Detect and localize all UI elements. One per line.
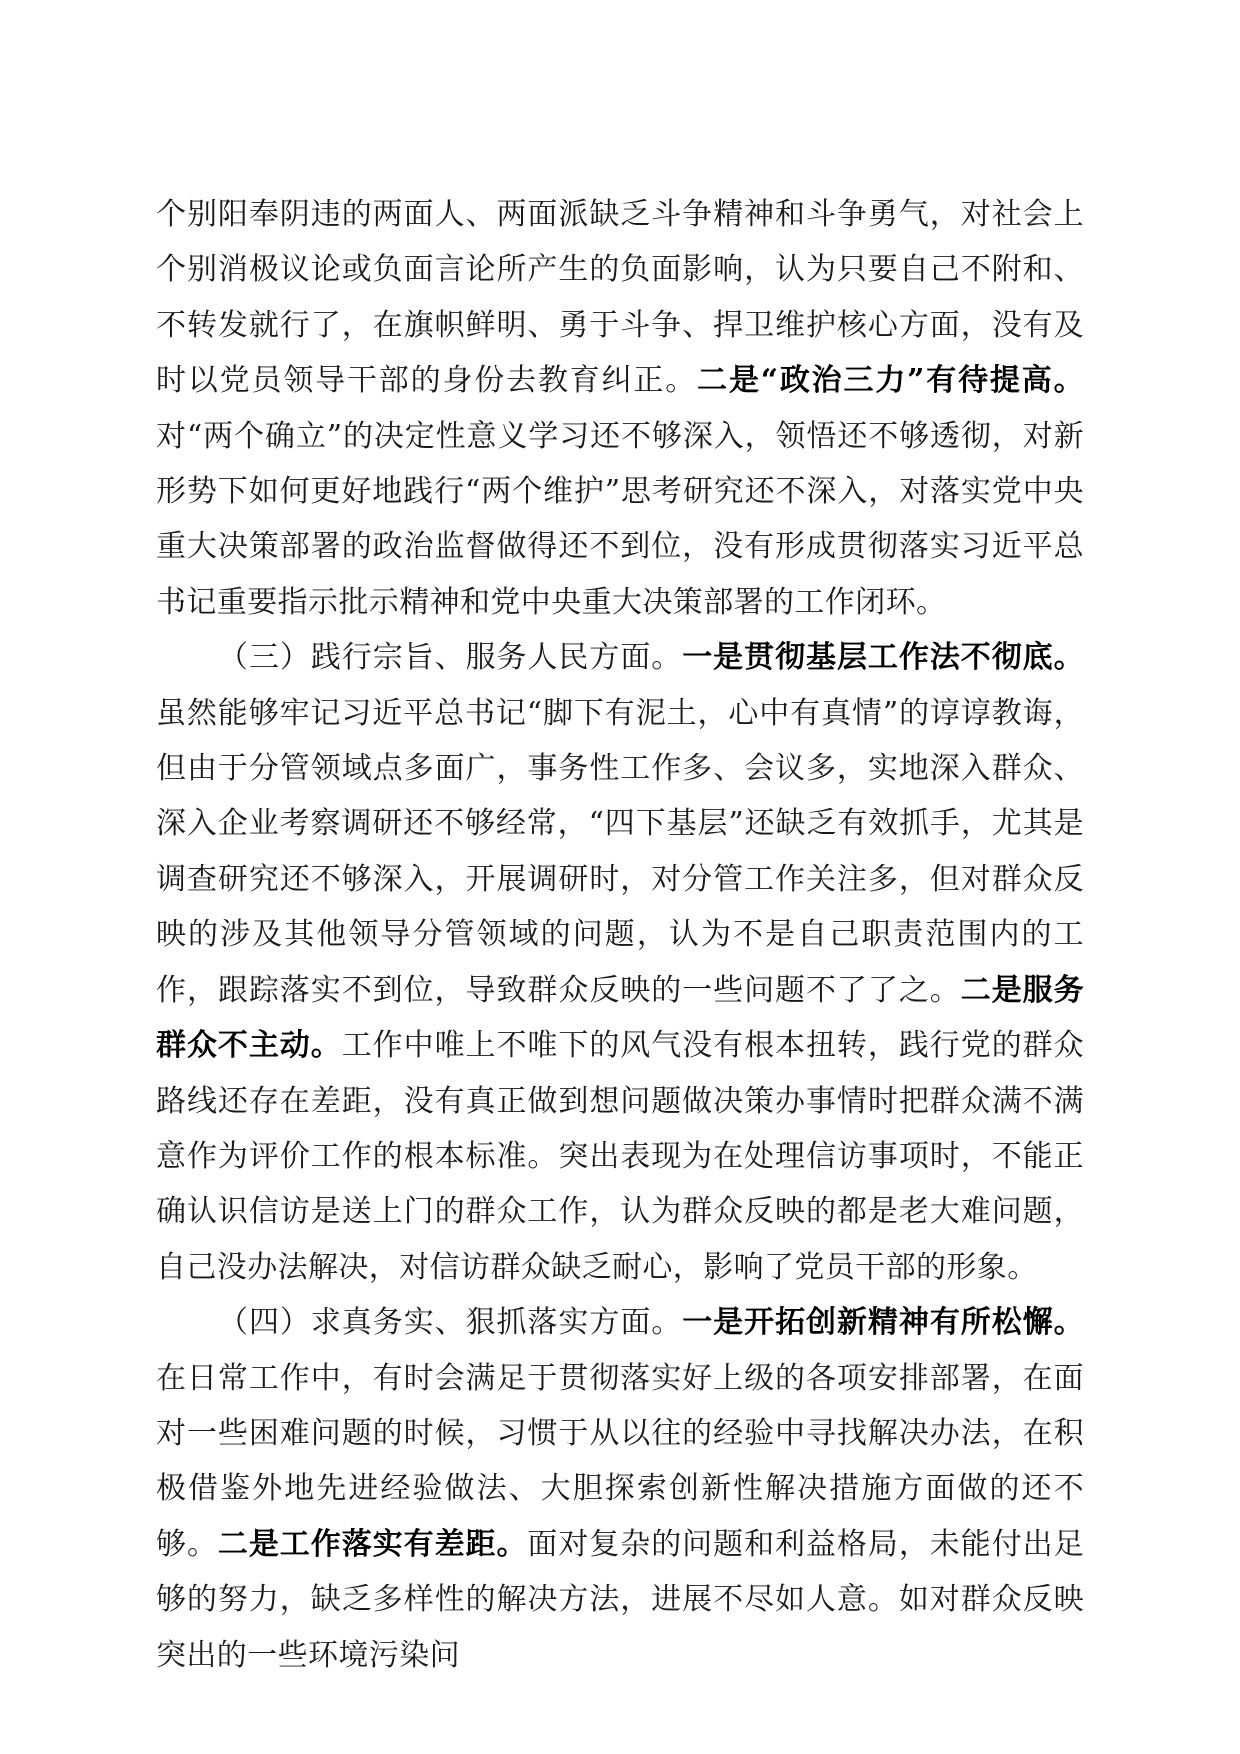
document-page [156,187,1084,1683]
bold-heading-serving-masses: 二是服务群众不主动。 [156,972,1084,1064]
paragraph-political-continuation [156,187,1084,630]
body-text: 在日常工作中，有时会满足于贯彻落实好上级的各项安排部署，在面对一些困难问题的时候，习惯于从以往的经验中寻找解决办法，在积极借鉴外地先进经验做法、大胆探索创新性解决措施方面做的还不够。 [156,1360,1084,1562]
bold-heading-innovation-spirit: 一是开拓创新精神有所松懈。 [682,1305,1085,1341]
body-text: 对“两个确立”的决定性意义学习还不够深入，领悟还不够透彻，对新形势下如何更好地践行“两个维护”思考研究还不深入，对落实党中央重大决策部署的政治监督做得还不到位，没有形成贯彻落实习近平总书记重要指示批示精神和党中央重大决策部署的工作闭环。 [156,418,1084,620]
bold-heading-grassroots-method: 一是贯彻基层工作法不彻底。 [682,640,1085,676]
paragraph-practical-work [156,1295,1084,1683]
body-text: 面对复杂的问题和利益格局，未能付出足够的努力，缺乏多样性的解决方法，进展不尽如人意。如对群众反映突出的一些环境污染问 [156,1526,1084,1673]
paragraph-serving-people [156,630,1084,1295]
bold-heading-implementation-gap: 二是工作落实有差距。 [217,1526,528,1562]
bold-heading-political-three-abilities: 二是“政治三力”有待提高。 [697,363,1084,399]
body-text: 虽然能够牢记习近平总书记“脚下有泥土，心中有真情”的谆谆教诲，但由于分管领域点多面广，事务性工作多、会议多，实地深入群众、深入企业考察调研还不够经常，“四下基层”还缺乏有效抓手，尤其是调查研究还不够深入，开展调研时，对分管工作关注多，但对群众反映的涉及其他领导分管领域的问题，认为不是自己职责范围内的工作，跟踪落实不到位，导致群众反映的一些问题不了了之。 [156,695,1084,1008]
body-text: 工作中唯上不唯下的风气没有根本扭转，践行党的群众路线还存在差距，没有真正做到想问题做决策办事情时把群众满不满意作为评价工作的根本标准。突出表现为在处理信访事项时，不能正确认识信访是送上门的群众工作，认为群众反映的都是老大难问题，自己没办法解决，对信访群众缺乏耐心，影响了党员干部的形象。 [156,1028,1084,1285]
section-heading-practical-work: （四）求真务实、狠抓落实方面。 [218,1305,683,1341]
section-heading-serving-people: （三）践行宗旨、服务人民方面。 [218,640,683,676]
body-text: 个别阳奉阴违的两面人、两面派缺乏斗争精神和斗争勇气，对社会上个别消极议论或负面言论所产生的负面影响，认为只要自己不附和、不转发就行了，在旗帜鲜明、勇于斗争、捍卫维护核心方面，没有及时以党员领导干部的身份去教育纠正。 [156,197,1084,399]
